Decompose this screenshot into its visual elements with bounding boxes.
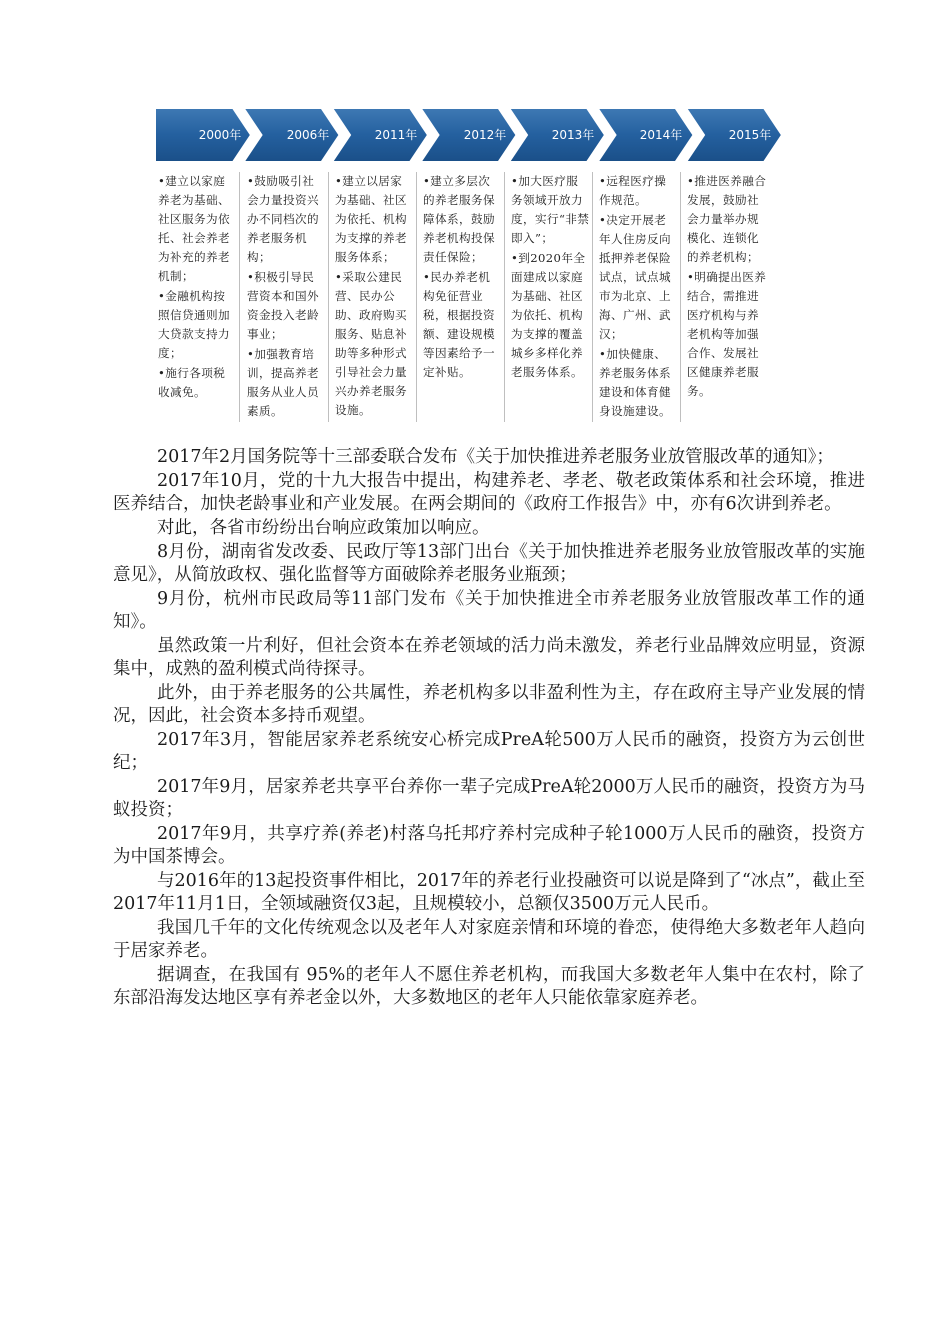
policy-timeline bbox=[155, 106, 815, 426]
timeline-item: •加强教育培训，提高养老服务从业人员素质。 bbox=[247, 347, 319, 418]
year-label-2000: 2000年 bbox=[198, 128, 242, 142]
paragraph: 与2016年的13起投资事件相比，2017年的养老行业投融资可以说是降到了“冰点”，截止至2017年11月1日，全领域融资仅3起，且规模较小，总额仅3500万元人民币。 bbox=[113, 871, 865, 914]
timeline-column-2011 bbox=[335, 172, 417, 422]
timeline-column-2015 bbox=[687, 172, 769, 422]
timeline-item: •民办养老机构免征营业税，根据投资额、建设规模等因素给予一定补贴。 bbox=[423, 270, 495, 379]
article-body bbox=[113, 446, 865, 1011]
timeline-item: •推进医养融合发展，鼓励社会力量举办规模化、连锁化的养老机构； bbox=[687, 174, 767, 264]
timeline-item: •建立以家庭养老为基础、社区服务为依托、社会养老为补充的养老机制； bbox=[158, 174, 230, 283]
timeline-column-2012 bbox=[423, 172, 505, 422]
paragraph: 9月份，杭州市民政局等11部门发布《关于加快推进全市养老服务业放管服改革工作的通知》。 bbox=[113, 589, 865, 632]
paragraph: 2017年9月，居家养老共享平台养你一辈子完成PreA轮2000万人民币的融资，投资方为马蚁投资； bbox=[113, 777, 865, 820]
year-label-2012: 2012年 bbox=[463, 128, 507, 142]
timeline-item: •建立多层次的养老服务保障体系，鼓励养老机构投保责任保险； bbox=[423, 174, 495, 264]
paragraph: 我国几千年的文化传统观念以及老年人对家庭亲情和环境的眷恋，使得绝大多数老年人趋向于居家养老。 bbox=[113, 918, 865, 961]
paragraph: 2017年9月，共享疗养(养老)村落乌托邦疗养村完成种子轮1000万人民币的融资，投资方为中国茶博会。 bbox=[113, 824, 865, 867]
timeline-column-2014 bbox=[599, 172, 681, 422]
timeline-item: •施行各项税收减免。 bbox=[158, 366, 226, 399]
paragraph: 8月份，湖南省发改委、民政厅等13部门出台《关于加快推进养老服务业放管服改革的实施意见》，从简放政权、强化监督等方面破除养老服务业瓶颈； bbox=[113, 542, 865, 585]
paragraph: 2017年3月，智能居家养老系统安心桥完成PreA轮500万人民币的融资，投资方为云创世纪； bbox=[113, 730, 865, 773]
year-label-2006: 2006年 bbox=[286, 128, 330, 142]
year-label-2011: 2011年 bbox=[374, 128, 418, 142]
paragraph: 对此，各省市纷纷出台响应政策加以响应。 bbox=[157, 518, 490, 538]
year-label-2013: 2013年 bbox=[551, 128, 595, 142]
timeline-column-2006 bbox=[247, 172, 329, 422]
timeline-item: •远程医疗操作规范。 bbox=[599, 174, 667, 207]
timeline-item: •到2020年全面建成以家庭为基础、社区为依托、机构为支撑的覆盖城乡多样化养老服务体系。 bbox=[511, 251, 586, 379]
timeline-item: •加快健康、养老服务体系建设和体育健身设施建设。 bbox=[599, 347, 671, 418]
paragraph: 虽然政策一片利好，但社会资本在养老领域的活力尚未激发，养老行业品牌效应明显，资源集中，成熟的盈利模式尚待探寻。 bbox=[113, 636, 865, 679]
timeline-item: •鼓励吸引社会力量投资兴办不同档次的养老服务机构； bbox=[247, 174, 319, 264]
year-label-2014: 2014年 bbox=[639, 128, 683, 142]
timeline-item: •积极引导民营资本和国外资金投入老龄事业； bbox=[247, 270, 319, 341]
year-label-2015: 2015年 bbox=[728, 128, 772, 142]
timeline-item: •加大医疗服务领域开放力度，实行“非禁即入”； bbox=[511, 174, 590, 245]
paragraph: 此外，由于养老服务的公共属性，养老机构多以非盈利性为主，存在政府主导产业发展的情况，因此，社会资本多持币观望。 bbox=[113, 683, 865, 726]
paragraph: 据调查，在我国有 95%的老年人不愿住养老机构，而我国大多数老年人集中在农村，除了东部沿海发达地区享有养老金以外，大多数地区的老年人只能依靠家庭养老。 bbox=[113, 965, 865, 1008]
timeline-item: •金融机构按照信贷通则加大贷款支持力度； bbox=[158, 289, 230, 360]
timeline-column-2013 bbox=[511, 172, 593, 422]
paragraph: 2017年2月国务院等十三部委联合发布《关于加快推进养老服务业放管服改革的通知》； bbox=[157, 447, 834, 467]
paragraph: 2017年10月，党的十九大报告中提出，构建养老、孝老、敬老政策体系和社会环境，推进医养结合，加快老龄事业和产业发展。在两会期间的《政府工作报告》中，亦有6次讲到养老。 bbox=[113, 471, 865, 514]
timeline-item: •建立以居家为基础、社区为依托、机构为支撑的养老服务体系； bbox=[335, 174, 407, 264]
timeline-item: •明确提出医养结合，需推进医疗机构与养老机构等加强合作、发展社区健康养老服务。 bbox=[687, 270, 767, 398]
timeline-item: •决定开展老年人住房反向抵押养老保险试点，试点城市为北京、上海、广州、武汉； bbox=[599, 213, 671, 341]
timeline-column-2000 bbox=[158, 172, 240, 422]
timeline-item: •采取公建民营、民办公助、政府购买服务、贴息补助等多种形式引导社会力量兴办养老服务设施。 bbox=[335, 270, 407, 417]
